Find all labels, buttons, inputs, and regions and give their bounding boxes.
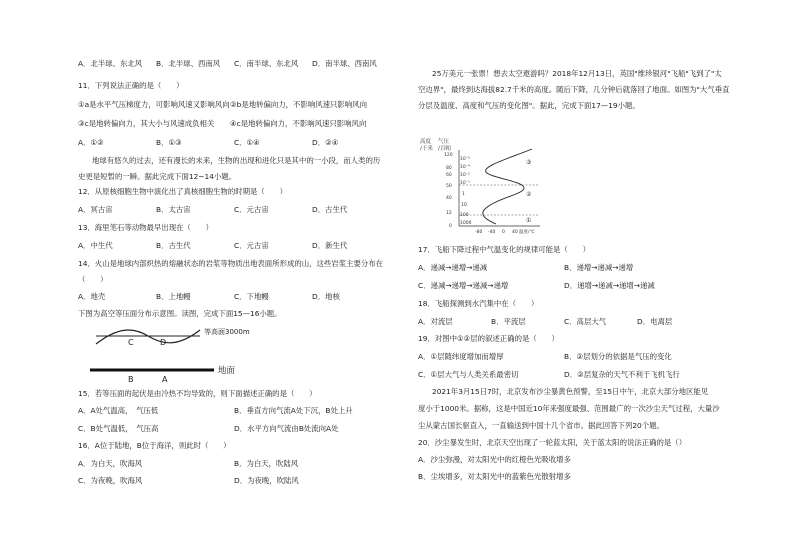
q15-option-b[interactable]: B．垂直方向气流A处下沉，B处上升 [234,406,353,415]
q16-stem: 16．A位于陆地，B位于海洋，则此时（ ） [78,441,231,450]
isobar-curve [96,330,200,344]
q14-option-d[interactable]: D．地核 [312,292,340,301]
q18-stem: 18．飞船探测到水汽集中在（ ） [418,299,539,308]
q19-option-a[interactable]: A．①层随纬度增加而增厚 [418,352,504,361]
q13-option-a[interactable]: A．中生代 [78,241,113,250]
passage-3-line-2: 度小于1000米。据称，这是中国近10年来强度最强、范围最广的一次沙尘天气过程，大量沙 [418,404,720,413]
q18-option-a[interactable]: A．对流层 [418,317,453,326]
height-tick: 80 [446,166,452,171]
q10-option-c[interactable]: C．南半球、东北风 [234,59,299,68]
q18-option-c[interactable]: C．高层大气 [564,317,607,326]
q11-statement-1: ①a是水平气压梯度力，可影响风速又影响风向 [78,100,230,109]
pressure-tick: 10⁻¹ [460,181,470,186]
q15-option-c[interactable]: C．B处气温低， 气压高 [78,424,159,433]
q17-option-c[interactable]: C．递减→递增→递减→递增 [418,281,509,290]
q14-stem-line-1: 14．火山是地球内部炽热的熔融状态的岩浆等物质出地表面所形成的山，这些岩浆主要分布在 [78,259,384,268]
q17-option-b[interactable]: B．递增→递减→递增 [564,263,634,272]
q16-option-a[interactable]: A．为白天，吹海风 [78,459,143,468]
layer-3-label: ③ [526,159,532,166]
height-tick: 50 [446,184,452,189]
pressure-tick: 1000 [460,221,472,226]
q13-stem: 13．海里笔石等动物最早出现在（ ） [78,223,214,232]
q15-option-d[interactable]: D．水平方向气流由B处流向A处 [234,424,339,433]
temperature-axis-label: 温度/℃ [519,230,535,235]
q11-option-a[interactable]: A．①② [78,138,104,147]
q19-stem: 19．对图中①②层的叙述正确的是（ ） [418,334,559,343]
height-tick: 40 [446,196,452,201]
temperature-ticks [475,229,518,235]
q12-option-d[interactable]: D．古生代 [312,205,348,214]
q17-option-a[interactable]: A．递减→递增→递减 [418,263,488,272]
passage-2-line-2: 空边界"，最终到达海拔82.7千米的高度。随后下降，几分钟后就落回了地面。如图为"大气垂直 [418,85,730,94]
temperature-curve [483,149,532,224]
q17-stem: 17．飞船下降过程中气温变化的规律可能是（ ） [418,245,591,254]
point-c-label: C [128,338,134,347]
q18-option-b[interactable]: B．平流层 [491,317,526,326]
q10-option-d[interactable]: D．南半球、西南风 [312,59,377,68]
atmosphere-chart [420,136,570,246]
q13-option-b[interactable]: B．古生代 [156,241,191,250]
q11-option-c[interactable]: C．①④ [234,138,260,147]
q19-option-c[interactable]: C．①层大气与人类关系最密切 [418,370,519,379]
passage-1-line-1: 地球有悠久的过去，还有漫长的未来，生物的出现和进化只是其中的一小段，而人类的历 [92,156,381,165]
q16-option-d[interactable]: D．为夜晚，吹陆风 [234,476,299,485]
q12-option-a[interactable]: A．冥古宙 [78,205,113,214]
q14-option-a[interactable]: A．地壳 [78,292,106,301]
pressure-tick: 10⁻² [460,173,470,178]
passage-2-line-3: 分层及温度、高度和气压的变化图"。据此，完成下面17—19小题。 [418,101,640,110]
pressure-tick: 1 [462,192,465,197]
layer-1-label: ① [526,217,532,224]
point-b-label: B [128,375,134,384]
q18-option-d[interactable]: D．电离层 [637,317,673,326]
passage-2-line-1: 25万美元一张票！想去太空遨游吗？2018年12月13日，英国"维珍银河"飞船"飞到了"太 [432,69,722,78]
q10-option-a[interactable]: A．北半球、东北风 [78,59,143,68]
q15-stem: 15．若等压面的起伏是由冷热不均导致的，则下面描述正确的是（ ） [78,389,317,398]
layer-2-label: ② [526,191,532,198]
q15-option-a[interactable]: A．A处气温高， 气压低 [78,406,159,415]
pressure-tick: 100 [460,213,469,218]
passage-3-line-1: 2021年3月15日7时，北京发布沙尘暴黄色预警，至15日中午，北京大部分地区能见 [432,387,709,396]
passage-1-line-2: 史更是短暂的一瞬。据此完成下面12~14小题。 [78,172,237,181]
isobar-diagram [88,322,298,392]
temperature-tick: 40 [512,230,518,235]
height-axis-unit: /千米 [420,146,433,152]
q19-option-d[interactable]: D．②层复杂的天气不利于飞机飞行 [564,370,680,379]
temperature-tick: -40 [488,230,496,235]
height-tick: 0 [449,224,452,229]
q11-statement-4: ④c是地转偏向力，不影响风速只影响风向 [230,119,367,128]
pressure-ticks [460,156,472,226]
height-tick: 12 [446,211,452,216]
q13-option-c[interactable]: C．元古宙 [234,241,269,250]
q12-stem: 12．从原核细胞生物中演化出了真核细胞生物的时期是（ ） [78,187,287,196]
q12-option-c[interactable]: C．元古宙 [234,205,269,214]
figure-intro: 下图为高空等压面分布示意图。读图，完成下面15—16小题。 [78,309,282,318]
height-axis-title: 高度 [420,139,432,145]
pressure-axis-title: 气压 [438,139,450,145]
q14-option-b[interactable]: B．上地幔 [156,292,191,301]
q20-stem: 20．沙尘暴发生时，北京天空出现了一轮蓝太阳，关于蓝太阳的说法正确的是（） [418,438,687,447]
temperature-tick: 0 [502,230,505,235]
pressure-tick: 10 [461,203,467,208]
q10-option-b[interactable]: B．北半球、西南风 [156,59,221,68]
q14-stem-line-2: （ ） [78,275,108,284]
q20-option-a[interactable]: A．沙尘弥漫，对太阳光中的红橙色光吸收增多 [418,455,571,464]
q16-option-b[interactable]: B．为白天，吹陆风 [234,459,299,468]
q17-option-d[interactable]: D．递增→递减→递增→递减 [564,281,655,290]
q12-option-b[interactable]: B．太古宙 [156,205,191,214]
height-tick: 60 [446,173,452,178]
q20-option-b[interactable]: B．尘埃增多，对太阳光中的蓝紫色光散射增多 [418,472,571,481]
pressure-tick: 10⁻⁵ [460,157,470,162]
q16-option-c[interactable]: C．为夜晚，吹海风 [78,476,143,485]
q11-stem: 11．下列说法正确的是（ ） [78,81,184,90]
passage-3-line-3: 尘从蒙古国长驱直入，一直输送到中国十几个省市。据此回答下列20个题。 [418,421,664,430]
pressure-tick: 10⁻⁴ [460,165,470,170]
height-ticks [444,152,453,229]
temperature-tick: -80 [475,230,483,235]
q11-option-b[interactable]: B．①③ [156,138,182,147]
isobar-label: 等高面3000m [204,328,250,336]
q13-option-d[interactable]: D．新生代 [312,241,348,250]
q11-statement-2: ②b是地转偏向力，不影响风速只影响风向 [230,100,367,109]
q14-option-c[interactable]: C．下地幔 [234,292,269,301]
point-d-label: D [160,338,167,347]
point-a-label: A [162,375,168,384]
pressure-axis-unit: /百帕 [438,146,451,152]
q11-option-d[interactable]: D．②④ [312,138,339,147]
q19-option-b[interactable]: B．②层划分的依据是气压的变化 [564,352,672,361]
ground-label: 地面 [218,366,236,376]
q11-statement-3: ③c是地转偏向力，其大小与风速成负相关 [78,119,215,128]
height-tick: 120 [444,153,453,158]
